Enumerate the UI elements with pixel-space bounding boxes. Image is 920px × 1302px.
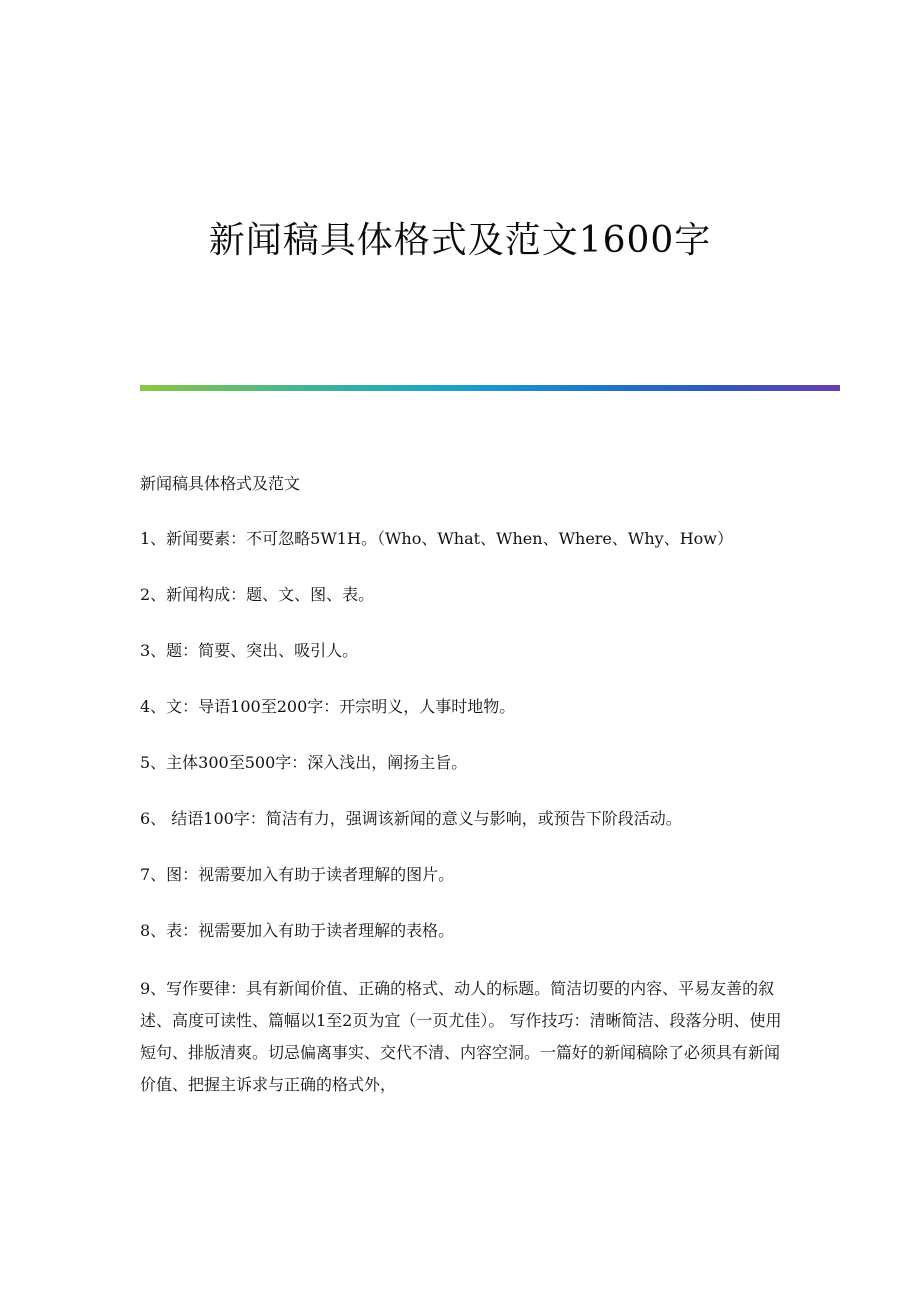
paragraph-item: 6、 结语100字：简洁有力，强调该新闻的意义与影响，或预告下阶段活动。 xyxy=(140,809,682,828)
document-body xyxy=(140,470,790,1101)
title-divider xyxy=(140,385,840,391)
paragraph-item: 8、表：视需要加入有助于读者理解的表格。 xyxy=(140,921,455,940)
paragraph-item: 2、新闻构成：题、文、图、表。 xyxy=(140,585,375,604)
paragraph-item: 3、题：简要、突出、吸引人。 xyxy=(140,641,359,660)
paragraph-item: 9、写作要律：具有新闻价值、正确的格式、动人的标题。简洁切要的内容、平易友善的叙述、高度可读性、篇幅以1至2页为宜（一页尤佳）。 写作技巧：清晰简洁、段落分明、使用短句、排版清爽。切忌偏离事实、交代不清、内容空洞。一篇好的新闻稿除了必须具有新闻价值、把握主诉求与正确的格式外， xyxy=(140,979,782,1094)
paragraph-item: 1、新闻要素：不可忽略5W1H。（Who、What、When、Where、Why、How） xyxy=(140,529,733,548)
section-heading: 新闻稿具体格式及范文 xyxy=(140,474,301,493)
paragraph-item: 4、文：导语100至200字：开宗明义，人事时地物。 xyxy=(140,697,516,716)
paragraph-item: 7、图：视需要加入有助于读者理解的图片。 xyxy=(140,865,455,884)
paragraph-item: 5、主体300至500字：深入浅出，阐扬主旨。 xyxy=(140,753,468,772)
page-title: 新闻稿具体格式及范文1600字 xyxy=(208,220,712,261)
